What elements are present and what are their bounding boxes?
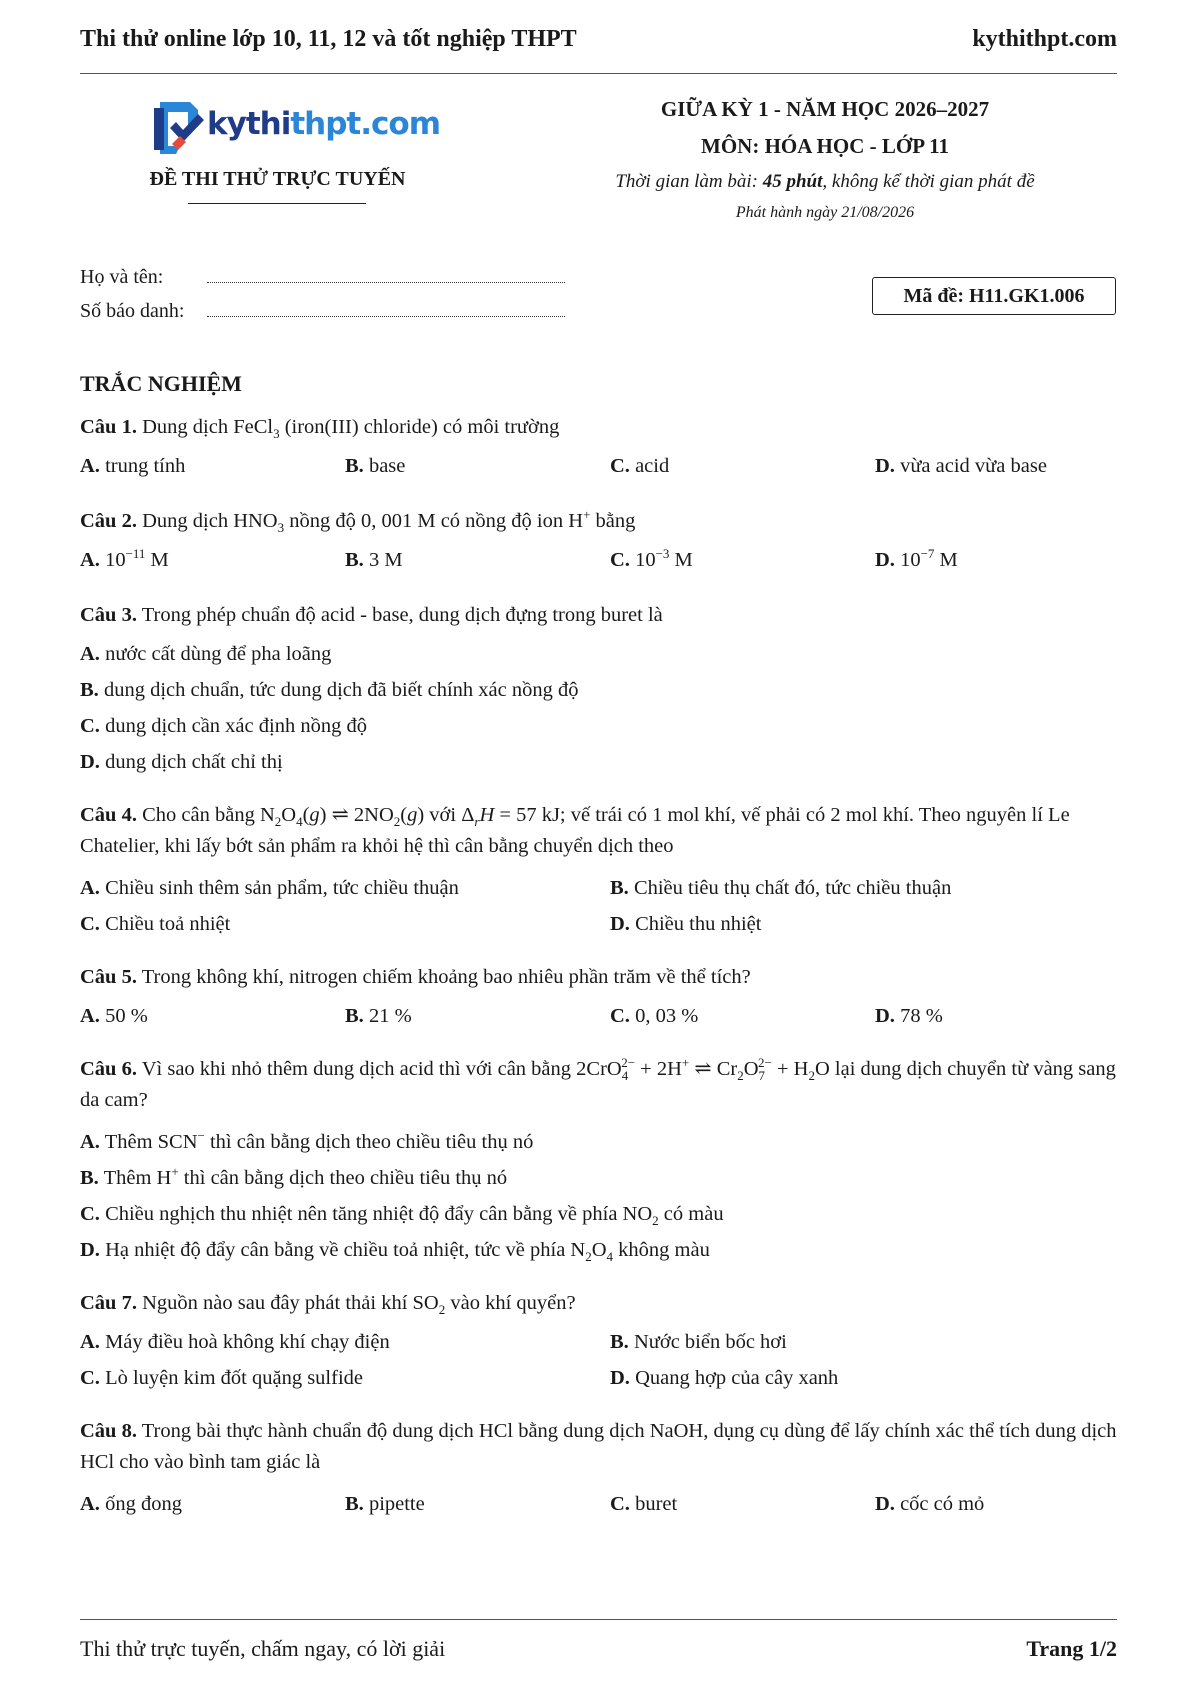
student-id-field[interactable] — [207, 316, 565, 317]
question-6: Câu 6. Vì sao khi nhỏ thêm dung dịch acid thì với cân bằng 2CrO$_4^{2-}$ + 2H+ ⇌ $Cr_2O_7^{2-} + H_2O$ lại dung dịch chuyển từ vàng sang da cam? — [80, 1055, 1116, 1111]
header-site-link[interactable]: kythithpt.com — [972, 25, 1117, 52]
q8-option-d[interactable]: D. cốc có mỏ — [875, 1493, 985, 1515]
logo-wordmark: kythithpt.com — [207, 106, 440, 142]
q5-option-d[interactable]: D. 78 % — [875, 1005, 943, 1027]
site-logo[interactable] — [150, 100, 440, 156]
q6-option-d[interactable]: D. Hạ nhiệt độ đẩy cân bằng về chiều toả nhiệt, tức về phía $N_2O_4$ không màu — [80, 1239, 710, 1265]
question-1: Câu 1. Dung dịch FeCl$_3$ (iron(III) chloride) có môi trường — [80, 416, 560, 442]
section-title: TRẮC NGHIỆM — [80, 371, 242, 396]
exam-code-box: Mã đề: H11.GK1.006 — [872, 277, 1116, 315]
q4-option-b[interactable]: B. Chiều tiêu thụ chất đó, tức chiều thuận — [610, 877, 952, 899]
q6-option-a[interactable]: A. Thêm SCN− thì cân bằng dịch theo chiều tiêu thụ nó — [80, 1128, 534, 1153]
q7-option-d[interactable]: D. Quang hợp của cây xanh — [610, 1367, 839, 1389]
page-footer — [80, 1636, 1117, 1662]
q5-option-b[interactable]: B. 21 % — [345, 1005, 412, 1027]
question-8: Câu 8. Trong bài thực hành chuẩn độ dung dịch HCl bằng dung dịch NaOH, dụng cụ dùng để lấy chính xác thể tích dung dịch HCl cho vào bình tam giác là — [80, 1420, 1117, 1473]
exam-type-subtitle: ĐỀ THI THỬ TRỰC TUYẾN — [149, 168, 406, 190]
exam-release-date: Phát hành ngày 21/08/2026 — [735, 204, 915, 221]
q7-option-b[interactable]: B. Nước biển bốc hơi — [610, 1331, 787, 1353]
q7-option-c[interactable]: C. Lò luyện kim đốt quặng sulfide — [80, 1367, 363, 1389]
q8-option-c[interactable]: C. buret — [610, 1493, 678, 1515]
q3-option-b[interactable]: B. dung dịch chuẩn, tức dung dịch đã biết chính xác nồng độ — [80, 679, 579, 701]
question-7: Câu 7. Nguồn nào sau đây phát thải khí $SO_2$ vào khí quyển? — [80, 1292, 576, 1318]
q1-option-a[interactable]: A. trung tính — [80, 455, 186, 477]
q3-option-d[interactable]: D. dung dịch chất chỉ thị — [80, 751, 283, 773]
q4-option-a[interactable]: A. Chiều sinh thêm sản phẩm, tức chiều thuận — [80, 877, 459, 899]
footer-tagline: Thi thử trực tuyến, chấm ngay, có lời giải — [80, 1636, 446, 1661]
q7-option-a[interactable]: A. Máy điều hoà không khí chạy điện — [80, 1331, 390, 1353]
q3-option-c[interactable]: C. dung dịch cần xác định nồng độ — [80, 715, 367, 737]
question-4: Câu 4. Cho cân bằng $N_2O_4(g)$ ⇌ $2NO_2(g)$ với $\Delta_rH = 57$ kJ; vế trái có 1 mol khí, vế phải có 2 mol khí. Theo nguyên lí Le Chatelier, khi lấy bớt sản phẩm ra khỏi hệ thì cân bằng chuyển dịch theo — [80, 804, 1070, 857]
student-name-label: Họ và tên: — [80, 266, 164, 288]
q4-option-d[interactable]: D. Chiều thu nhiệt — [610, 913, 762, 935]
q2-option-a[interactable]: A. $10^{-11}$ M — [80, 546, 169, 571]
running-header — [80, 22, 1117, 56]
q2-option-c[interactable]: C. $10^{-3}$ M — [610, 546, 693, 571]
exam-subject-title: MÔN: HÓA HỌC - LỚP 11 — [701, 134, 949, 158]
q5-option-c[interactable]: C. 0, 03 % — [610, 1005, 699, 1027]
q8-option-a[interactable]: A. ống đong — [80, 1493, 182, 1515]
check-document-icon — [150, 100, 204, 156]
subtitle-underline — [188, 203, 366, 204]
q4-option-c[interactable]: C. Chiều toả nhiệt — [80, 913, 231, 935]
exam-duration: Thời gian làm bài: 45 phút, không kể thời gian phát đề — [615, 171, 1035, 192]
student-name-field[interactable] — [207, 282, 565, 283]
header-left-text: Thi thử online lớp 10, 11, 12 và tốt nghiệp THPT — [80, 25, 577, 52]
question-5: Câu 5. Trong không khí, nitrogen chiếm khoảng bao nhiêu phần trăm về thể tích? — [80, 966, 751, 988]
q2-option-b[interactable]: B. 3 M — [345, 549, 403, 571]
q1-option-b[interactable]: B. base — [345, 455, 406, 477]
q8-option-b[interactable]: B. pipette — [345, 1493, 425, 1515]
exam-term-title: GIỮA KỲ 1 - NĂM HỌC 2026–2027 — [660, 97, 990, 121]
q6-option-c[interactable]: C. Chiều nghịch thu nhiệt nên tăng nhiệt độ đẩy cân bằng về phía $NO_2$ có màu — [80, 1203, 724, 1229]
q6-option-b[interactable]: B. Thêm H+ thì cân bằng dịch theo chiều tiêu thụ nó — [80, 1164, 508, 1189]
page-number: Trang 1/2 — [1026, 1636, 1117, 1661]
footer-rule — [80, 1619, 1117, 1620]
q3-option-a[interactable]: A. nước cất dùng để pha loãng — [80, 643, 332, 665]
q1-option-c[interactable]: C. acid — [610, 455, 670, 477]
header-rule — [80, 73, 1117, 74]
student-id-label: Số báo danh: — [80, 300, 185, 322]
question-3: Câu 3. Trong phép chuẩn độ acid - base, dung dịch đựng trong buret là — [80, 604, 663, 626]
q5-option-a[interactable]: A. 50 % — [80, 1005, 148, 1027]
question-2: Câu 2. Dung dịch $HNO_3$ nồng độ 0, 001 M có nồng độ ion H+ bằng — [80, 507, 636, 536]
q1-option-d[interactable]: D. vừa acid vừa base — [875, 455, 1047, 477]
q2-option-d[interactable]: D. $10^{-7}$ M — [875, 546, 958, 571]
